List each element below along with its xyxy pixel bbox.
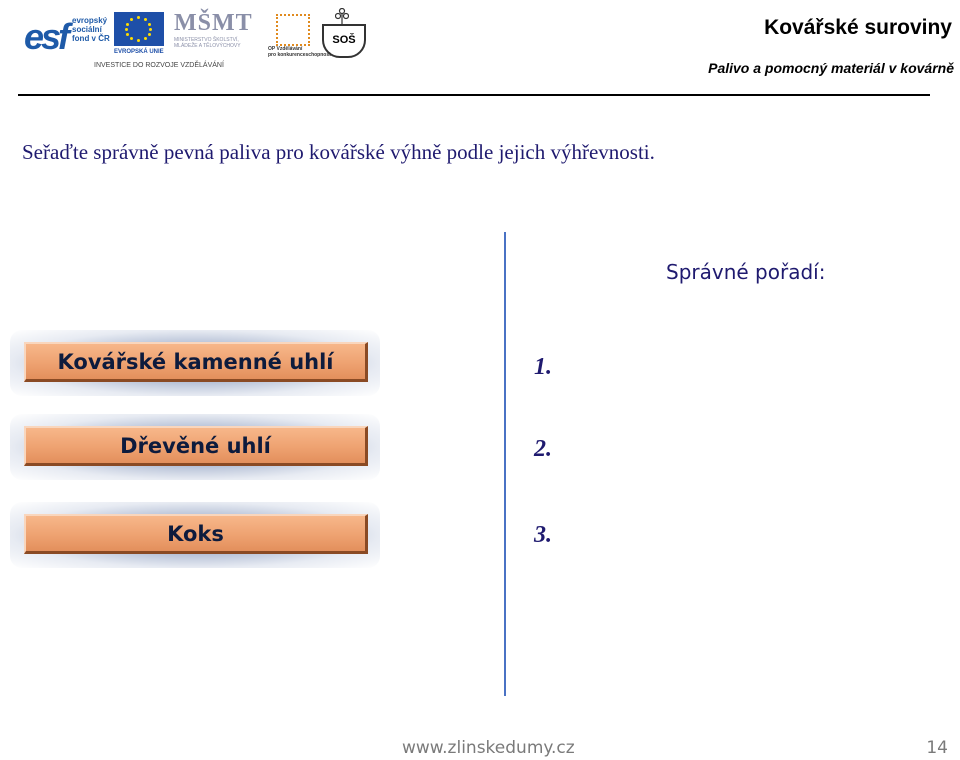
question-text: Seřaďte správně pevná paliva pro kovářské výhně podle jejich výhřevnosti. bbox=[22, 140, 655, 164]
vertical-divider bbox=[504, 232, 506, 696]
esf-logo bbox=[22, 12, 110, 58]
eu-flag-icon bbox=[114, 12, 164, 46]
msmt-logo bbox=[174, 10, 262, 58]
header-divider bbox=[18, 94, 930, 96]
msmt-logo-label: MINISTERSTVO ŠKOLSTVÍ, MLÁDEŽE A TĚLOVÝCHOVY bbox=[174, 37, 241, 49]
fuel-item-drevene-uhli[interactable]: Dřevěné uhlí bbox=[24, 426, 368, 466]
esf-logo-text: evropský sociální fond v ČR bbox=[72, 16, 110, 43]
slide-title: Kovářské suroviny bbox=[764, 16, 952, 39]
op-logo-square-icon bbox=[276, 14, 310, 46]
sos-logo bbox=[322, 8, 368, 60]
answer-slot-3[interactable]: 3. bbox=[534, 522, 552, 548]
fuel-card-1 bbox=[10, 330, 380, 396]
slide-subtitle: Palivo a pomocný materiál v kovárně bbox=[708, 60, 954, 76]
fuel-item-koks[interactable]: Koks bbox=[24, 514, 368, 554]
answer-heading: Správné pořadí: bbox=[666, 260, 826, 284]
answer-slot-1[interactable]: 1. bbox=[534, 354, 552, 380]
flower-icon bbox=[335, 8, 349, 24]
eu-logo-label: EVROPSKÁ UNIE bbox=[114, 49, 164, 55]
invest-caption: INVESTICE DO ROZVOJE VZDĚLÁVÁNÍ bbox=[94, 62, 224, 69]
eu-logo bbox=[114, 12, 170, 58]
sos-logo-mark: SOŠ bbox=[322, 24, 366, 58]
esf-logo-mark: esf bbox=[24, 16, 68, 57]
fuel-card-3 bbox=[10, 502, 380, 568]
answer-slot-2[interactable]: 2. bbox=[534, 436, 552, 462]
op-logo bbox=[268, 14, 331, 60]
page-number: 14 bbox=[926, 738, 948, 758]
fuel-card-2 bbox=[10, 414, 380, 480]
fuel-item-kovarske-kamenne-uhli[interactable]: Kovářské kamenné uhlí bbox=[24, 342, 368, 382]
msmt-logo-mark: MŠMT bbox=[174, 10, 253, 36]
logo-bar bbox=[22, 8, 372, 74]
footer-url[interactable]: www.zlinskedumy.cz bbox=[402, 738, 575, 758]
op-logo-label: OP Vzdělávání pro konkurenceschopnost bbox=[268, 46, 331, 58]
